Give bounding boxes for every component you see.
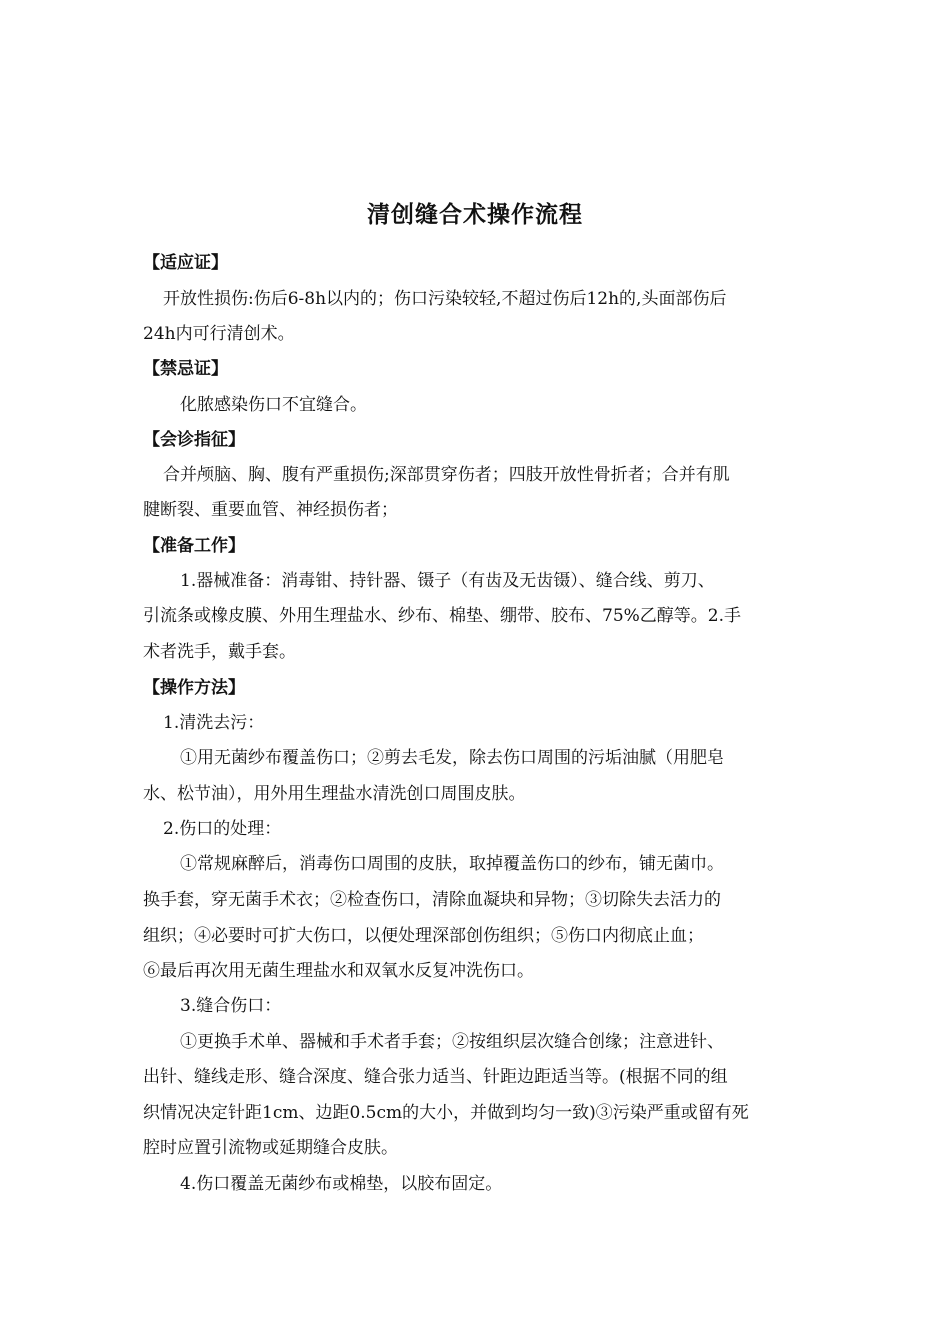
consultation-line-2: 腱断裂、重要血管、神经损伤者；: [143, 500, 398, 520]
method-line-13: 腔时应置引流物或延期缝合皮肤。: [143, 1138, 398, 1158]
heading-indications: 【适应证】: [143, 253, 228, 273]
method-line-8: ⑥最后再次用无菌生理盐水和双氧水反复冲洗伤口。: [143, 961, 534, 981]
method-line-1: 1.清洗去污：: [163, 713, 265, 733]
contraindications-line-1: 化脓感染伤口不宜缝合。: [180, 395, 367, 415]
consultation-line-1: 合并颅脑、胸、腹有严重损伤;深部贯穿伤者；四肢开放性骨折者；合并有肌: [163, 465, 730, 485]
heading-contraindications: 【禁忌证】: [143, 359, 228, 379]
method-line-3: 水、松节油），用外用生理盐水清洗创口周围皮肤。: [143, 784, 526, 804]
method-line-12: 织情况决定针距1cm、边距0.5cm的大小，并做到均匀一致)③污染严重或留有死: [143, 1103, 749, 1123]
heading-preparation: 【准备工作】: [143, 536, 245, 556]
method-line-6: 换手套，穿无菌手术衣；②检查伤口，清除血凝块和异物；③切除失去活力的: [143, 890, 721, 910]
preparation-line-3: 术者洗手，戴手套。: [143, 642, 296, 662]
preparation-line-2: 引流条或橡皮膜、外用生理盐水、纱布、棉垫、绷带、胶布、75%乙醇等。2.手: [143, 606, 742, 626]
method-line-2: ①用无菌纱布覆盖伤口；②剪去毛发，除去伤口周围的污垢油腻（用肥皂: [180, 748, 724, 768]
preparation-line-1: 1.器械准备：消毒钳、持针器、镊子（有齿及无齿镊）、缝合线、剪刀、: [180, 571, 715, 591]
method-line-9: 3.缝合伤口：: [180, 996, 282, 1016]
method-line-10: ①更换手术单、器械和手术者手套；②按组织层次缝合创缘；注意进针、: [180, 1032, 724, 1052]
heading-consultation: 【会诊指征】: [143, 430, 245, 450]
indications-line-1: 开放性损伤:伤后6-8h以内的；伤口污染较轻,不超过伤后12h的,头面部伤后: [163, 289, 727, 309]
indications-line-2: 24h内可行清创术。: [143, 324, 295, 344]
method-line-5: ①常规麻醉后，消毒伤口周围的皮肤，取掉覆盖伤口的纱布，铺无菌巾。: [180, 854, 724, 874]
heading-method: 【操作方法】: [143, 678, 245, 698]
page-title: 清创缝合术操作流程: [367, 202, 583, 228]
method-line-4: 2.伤口的处理：: [163, 819, 282, 839]
method-line-11: 出针、缝线走形、缝合深度、缝合张力适当、针距边距适当等。(根据不同的组: [143, 1067, 728, 1087]
method-line-7: 组织；④必要时可扩大伤口，以便处理深部创伤组织；⑤伤口内彻底止血；: [143, 926, 704, 946]
method-line-14: 4.伤口覆盖无菌纱布或棉垫，以胶布固定。: [180, 1174, 503, 1194]
